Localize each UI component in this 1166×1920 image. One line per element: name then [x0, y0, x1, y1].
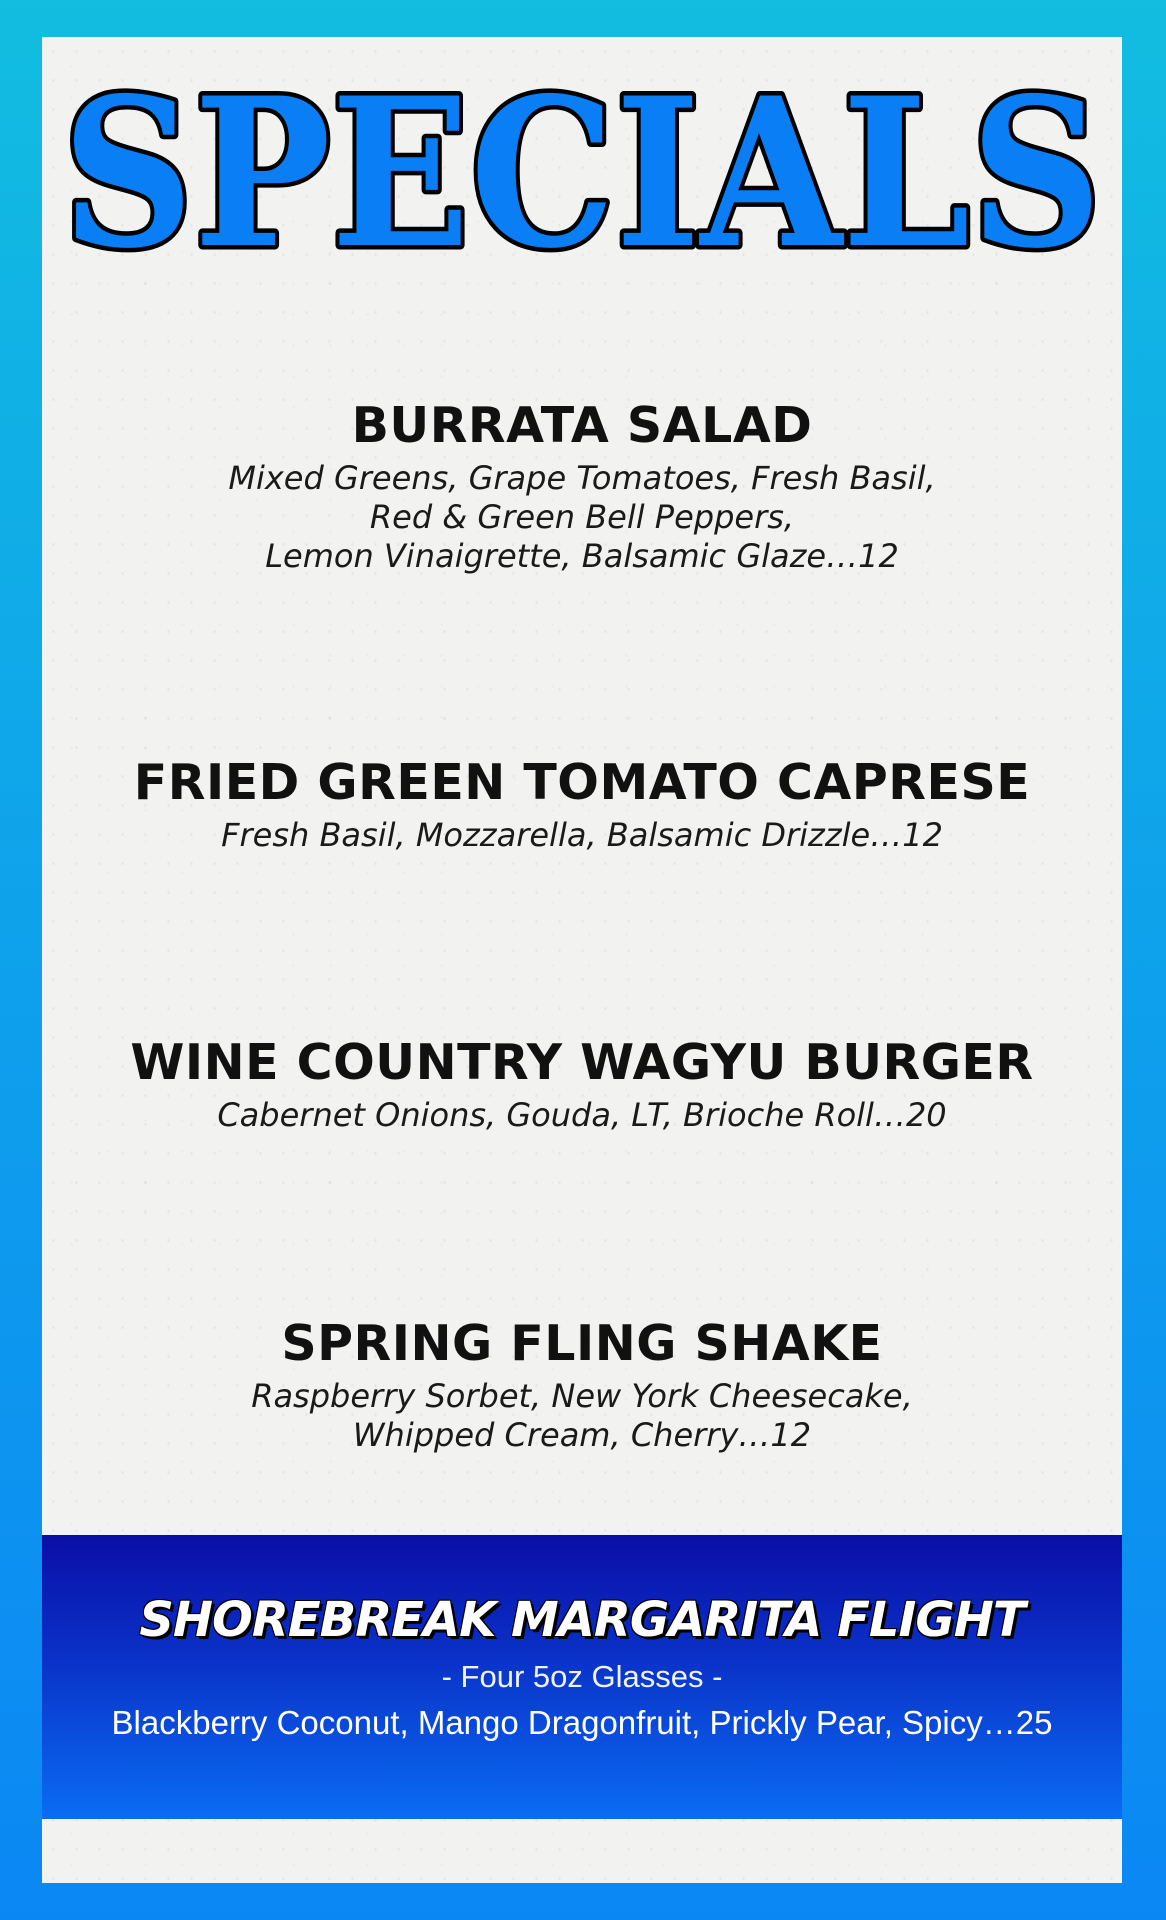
feature-banner: [42, 1535, 1122, 1819]
menu-item-burrata-salad: [42, 397, 1122, 576]
description-line: Raspberry Sorbet, New York Cheesecake,: [251, 1377, 913, 1415]
menu-item-wagyu-burger: [42, 1034, 1122, 1135]
item-name: BURRATA SALAD: [351, 397, 813, 454]
menu-item-spring-fling-shake: [42, 1315, 1122, 1455]
description-line: Lemon Vinaigrette, Balsamic Glaze…12: [265, 537, 899, 575]
menu-board: [42, 37, 1122, 1883]
page-title: [42, 55, 1122, 285]
description-line: Cabernet Onions, Gouda, LT, Brioche Roll…20: [217, 1096, 947, 1134]
title-graphic: [42, 55, 1122, 285]
feature-name: SHOREBREAK MARGARITA FLIGHT: [139, 1592, 1025, 1648]
item-description: [42, 816, 1122, 855]
item-name: SPRING FLING SHAKE: [281, 1315, 883, 1372]
item-description: [42, 1377, 1122, 1455]
description-line: Fresh Basil, Mozzarella, Balsamic Drizzle…12: [221, 816, 943, 854]
description-line: Whipped Cream, Cherry…12: [352, 1416, 812, 1454]
feature-subtitle: - Four 5oz Glasses -: [441, 1659, 723, 1694]
menu-item-fried-green-tomato-caprese: [42, 754, 1122, 855]
item-name: WINE COUNTRY WAGYU BURGER: [130, 1034, 1034, 1091]
description-line: Mixed Greens, Grape Tomatoes, Fresh Basil,: [228, 459, 936, 497]
item-description: [42, 1096, 1122, 1135]
item-name: FRIED GREEN TOMATO CAPRESE: [133, 754, 1031, 811]
feature-description: Blackberry Coconut, Mango Dragonfruit, Prickly Pear, Spicy…25: [111, 1704, 1053, 1741]
item-description: [42, 459, 1122, 576]
description-line: Red & Green Bell Peppers,: [369, 498, 795, 536]
title-text: SPECIALS: [62, 55, 1102, 285]
